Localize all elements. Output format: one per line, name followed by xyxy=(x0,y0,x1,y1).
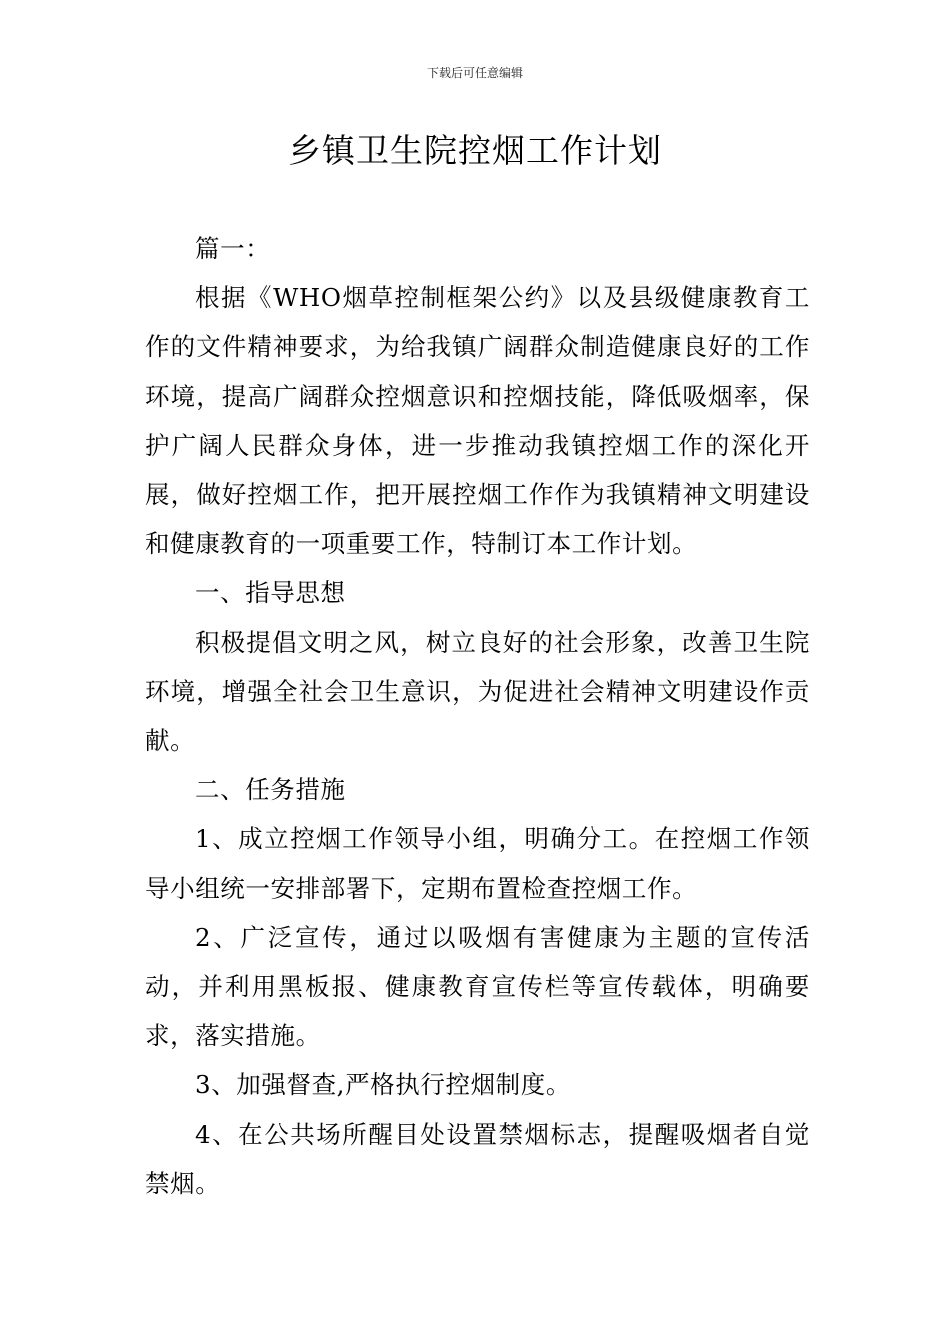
task-item-2: 2、广泛宣传，通过以吸烟有害健康为主题的宣传活动，并利用黑板报、健康教育宣传栏等宣传载体，明确要求，落实措施。 xyxy=(145,922,810,1051)
guiding-thought-paragraph: 积极提倡文明之风，树立良好的社会形象，改善卫生院环境，增强全社会卫生意识，为促进社会精神文明建设作贡献。 xyxy=(145,627,810,756)
section-heading-tasks: 二、任务措施 xyxy=(195,775,346,805)
intro-paragraph: 根据《WHO烟草控制框架公约》以及县级健康教育工作的文件精神要求，为给我镇广阔群众制造健康良好的工作环境，提高广阔群众控烟意识和控烟技能，降低吸烟率，保护广阔人民群众身体，进一步推动我镇控烟工作的深化开展，做好控烟工作，把开展控烟工作作为我镇精神文明建设和健康教育的一项重要工作，特制订本工作计划。 xyxy=(145,283,810,559)
task-item-4: 4、在公共场所醒目处设置禁烟标志，提醒吸烟者自觉禁烟。 xyxy=(145,1119,810,1198)
document-title: 乡镇卫生院控烟工作计划 xyxy=(288,131,662,170)
section-label: 篇一： xyxy=(195,234,271,263)
section-heading-guiding-thought: 一、指导思想 xyxy=(195,578,346,608)
header-note: 下载后可任意编辑 xyxy=(426,66,523,80)
task-item-1: 1、成立控烟工作领导小组，明确分工。在控烟工作领导小组统一安排部署下，定期布置检查控烟工作。 xyxy=(145,824,810,903)
document-body xyxy=(145,224,810,1208)
task-item-3: 3、加强督查,严格执行控烟制度。 xyxy=(195,1070,571,1100)
